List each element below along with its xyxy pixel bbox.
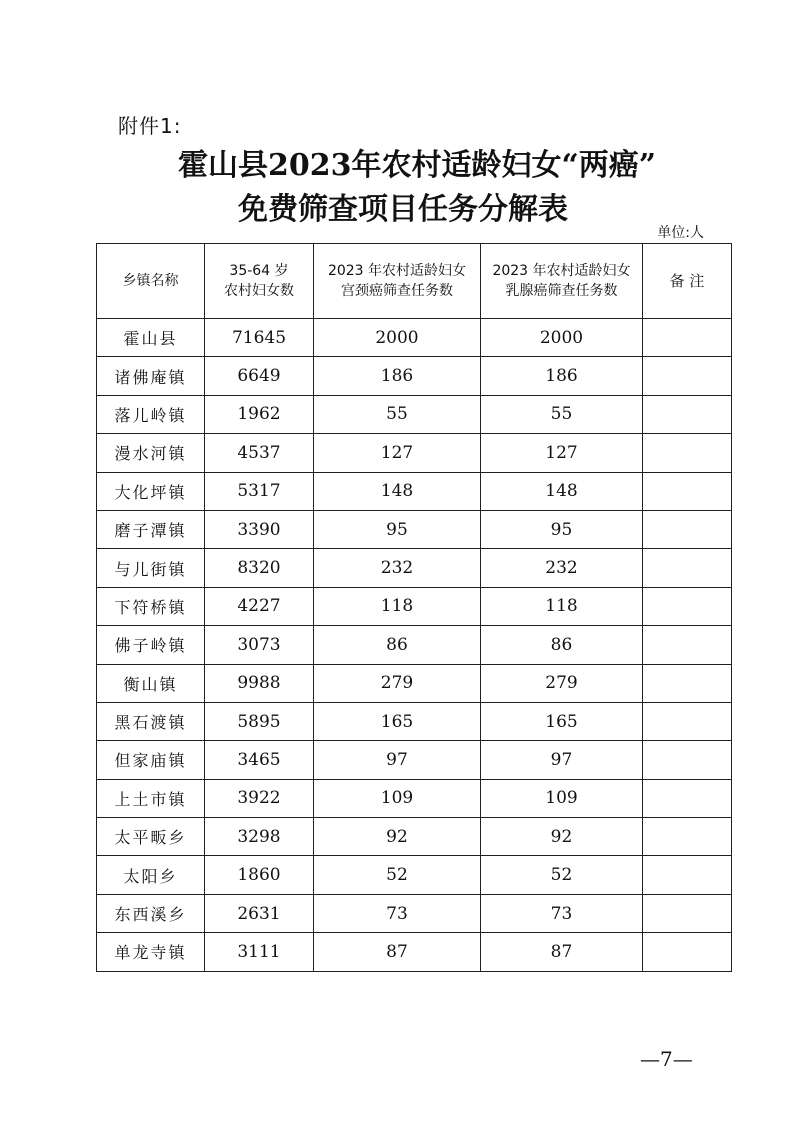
table-header-row bbox=[97, 244, 732, 319]
cervical-task-cell: 73 bbox=[314, 894, 481, 932]
breast-task-cell: 118 bbox=[481, 587, 643, 625]
town-cell: 佛子岭镇 bbox=[97, 626, 205, 664]
women-count-cell: 9988 bbox=[205, 664, 314, 702]
breast-task-cell: 73 bbox=[481, 894, 643, 932]
cervical-task-cell: 127 bbox=[314, 434, 481, 472]
remark-cell bbox=[643, 472, 732, 510]
breast-task-cell: 92 bbox=[481, 818, 643, 856]
breast-task-cell: 2000 bbox=[481, 319, 643, 357]
breast-task-cell: 52 bbox=[481, 856, 643, 894]
table-row bbox=[97, 856, 732, 894]
cervical-task-cell: 109 bbox=[314, 779, 481, 817]
remark-cell bbox=[643, 357, 732, 395]
table-row bbox=[97, 626, 732, 664]
remark-cell bbox=[643, 856, 732, 894]
women-count-cell: 2631 bbox=[205, 894, 314, 932]
women-count-cell: 3073 bbox=[205, 626, 314, 664]
remark-cell bbox=[643, 587, 732, 625]
remark-cell bbox=[643, 434, 732, 472]
breast-task-cell: 109 bbox=[481, 779, 643, 817]
women-count-cell: 4227 bbox=[205, 587, 314, 625]
remark-cell bbox=[643, 319, 732, 357]
breast-task-cell: 55 bbox=[481, 395, 643, 433]
header-town: 乡镇名称 bbox=[97, 244, 205, 319]
town-cell: 东西溪乡 bbox=[97, 894, 205, 932]
unit-note: 单位:人 bbox=[657, 225, 704, 241]
table-row bbox=[97, 549, 732, 587]
cervical-task-cell: 55 bbox=[314, 395, 481, 433]
cervical-task-cell: 52 bbox=[314, 856, 481, 894]
page-number: —7— bbox=[640, 1047, 693, 1071]
table-row bbox=[97, 779, 732, 817]
women-count-cell: 3465 bbox=[205, 741, 314, 779]
table-row bbox=[97, 818, 732, 856]
town-cell: 太阳乡 bbox=[97, 856, 205, 894]
remark-cell bbox=[643, 395, 732, 433]
town-cell: 下符桥镇 bbox=[97, 587, 205, 625]
town-cell: 黑石渡镇 bbox=[97, 702, 205, 740]
town-cell: 大化坪镇 bbox=[97, 472, 205, 510]
header-breast-tasks: 2023 年农村适龄妇女 乳腺癌筛查任务数 bbox=[481, 244, 643, 319]
header-remark: 备 注 bbox=[643, 244, 732, 319]
table-row bbox=[97, 702, 732, 740]
breast-task-cell: 165 bbox=[481, 702, 643, 740]
breast-task-cell: 232 bbox=[481, 549, 643, 587]
cervical-task-cell: 92 bbox=[314, 818, 481, 856]
header-cervical-tasks: 2023 年农村适龄妇女 宫颈癌筛查任务数 bbox=[314, 244, 481, 319]
town-cell: 与儿街镇 bbox=[97, 549, 205, 587]
town-cell: 落儿岭镇 bbox=[97, 395, 205, 433]
remark-cell bbox=[643, 933, 732, 971]
women-count-cell: 3298 bbox=[205, 818, 314, 856]
remark-cell bbox=[643, 549, 732, 587]
table-row bbox=[97, 319, 732, 357]
cervical-task-cell: 118 bbox=[314, 587, 481, 625]
breast-task-cell: 279 bbox=[481, 664, 643, 702]
remark-cell bbox=[643, 779, 732, 817]
town-cell: 单龙寺镇 bbox=[97, 933, 205, 971]
remark-cell bbox=[643, 664, 732, 702]
cervical-task-cell: 148 bbox=[314, 472, 481, 510]
table-row bbox=[97, 741, 732, 779]
town-cell: 磨子潭镇 bbox=[97, 510, 205, 548]
table-row bbox=[97, 395, 732, 433]
cervical-task-cell: 232 bbox=[314, 549, 481, 587]
table-row bbox=[97, 933, 732, 971]
table-row bbox=[97, 357, 732, 395]
town-cell: 衡山镇 bbox=[97, 664, 205, 702]
breast-task-cell: 95 bbox=[481, 510, 643, 548]
breast-task-cell: 97 bbox=[481, 741, 643, 779]
cervical-task-cell: 97 bbox=[314, 741, 481, 779]
remark-cell bbox=[643, 510, 732, 548]
cervical-task-cell: 87 bbox=[314, 933, 481, 971]
document-title-line1: 霍山县2023年农村适龄妇女“两癌” bbox=[177, 148, 656, 183]
town-cell: 但家庙镇 bbox=[97, 741, 205, 779]
women-count-cell: 3111 bbox=[205, 933, 314, 971]
task-breakdown-table bbox=[96, 243, 732, 972]
breast-task-cell: 86 bbox=[481, 626, 643, 664]
women-count-cell: 4537 bbox=[205, 434, 314, 472]
town-cell: 诸佛庵镇 bbox=[97, 357, 205, 395]
remark-cell bbox=[643, 741, 732, 779]
town-cell: 太平畈乡 bbox=[97, 818, 205, 856]
women-count-cell: 3922 bbox=[205, 779, 314, 817]
women-count-cell: 1860 bbox=[205, 856, 314, 894]
table-row bbox=[97, 434, 732, 472]
town-cell: 漫水河镇 bbox=[97, 434, 205, 472]
women-count-cell: 6649 bbox=[205, 357, 314, 395]
cervical-task-cell: 186 bbox=[314, 357, 481, 395]
table-row bbox=[97, 664, 732, 702]
cervical-task-cell: 279 bbox=[314, 664, 481, 702]
town-cell: 霍山县 bbox=[97, 319, 205, 357]
breast-task-cell: 87 bbox=[481, 933, 643, 971]
header-women-count: 35-64 岁 农村妇女数 bbox=[205, 244, 314, 319]
cervical-task-cell: 86 bbox=[314, 626, 481, 664]
table-row bbox=[97, 510, 732, 548]
table-row bbox=[97, 587, 732, 625]
attachment-label: 附件1: bbox=[118, 114, 182, 138]
breast-task-cell: 186 bbox=[481, 357, 643, 395]
women-count-cell: 71645 bbox=[205, 319, 314, 357]
women-count-cell: 5895 bbox=[205, 702, 314, 740]
remark-cell bbox=[643, 894, 732, 932]
table-row bbox=[97, 894, 732, 932]
women-count-cell: 5317 bbox=[205, 472, 314, 510]
remark-cell bbox=[643, 818, 732, 856]
cervical-task-cell: 2000 bbox=[314, 319, 481, 357]
breast-task-cell: 148 bbox=[481, 472, 643, 510]
document-title-line2: 免费筛查项目任务分解表 bbox=[238, 192, 568, 227]
women-count-cell: 8320 bbox=[205, 549, 314, 587]
remark-cell bbox=[643, 626, 732, 664]
breast-task-cell: 127 bbox=[481, 434, 643, 472]
table-row bbox=[97, 472, 732, 510]
women-count-cell: 1962 bbox=[205, 395, 314, 433]
town-cell: 上土市镇 bbox=[97, 779, 205, 817]
cervical-task-cell: 165 bbox=[314, 702, 481, 740]
cervical-task-cell: 95 bbox=[314, 510, 481, 548]
remark-cell bbox=[643, 702, 732, 740]
women-count-cell: 3390 bbox=[205, 510, 314, 548]
